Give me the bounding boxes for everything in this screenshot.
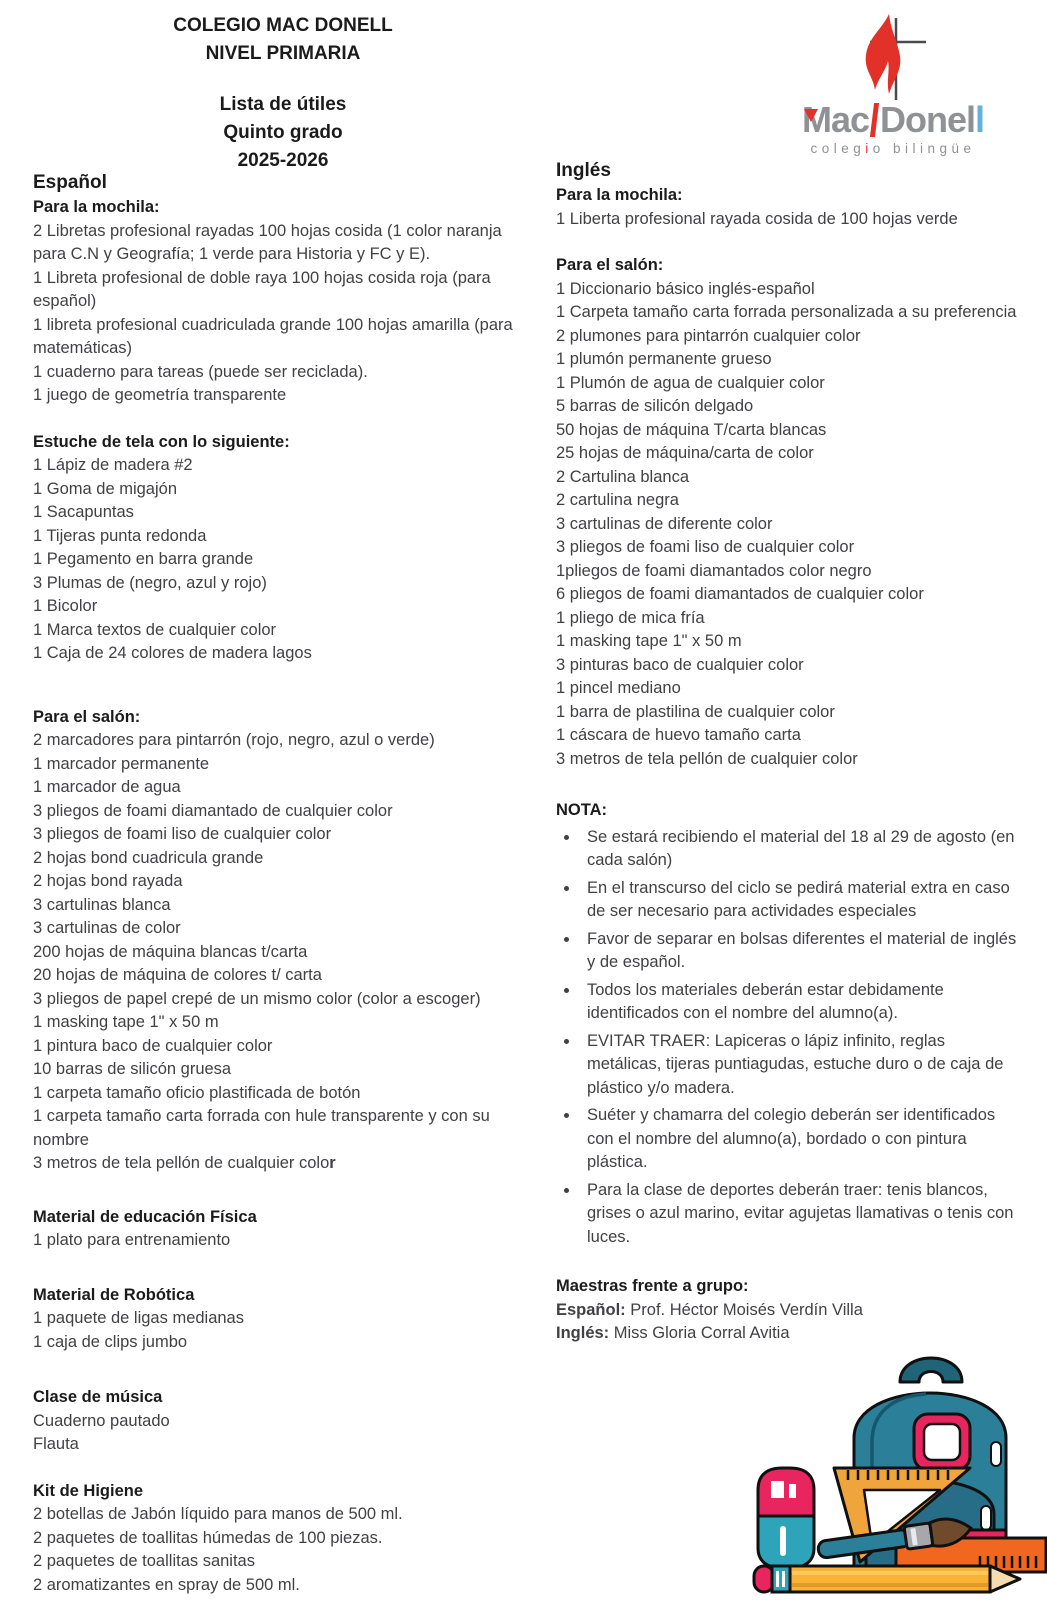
section-heading-salon-es: Para el salón: xyxy=(33,707,141,726)
list-item: 1 caja de clips jumbo xyxy=(33,1332,188,1351)
school-name: COLEGIO MAC DONELL xyxy=(173,15,393,36)
list-item: 1 carpeta tamaño carta forrada con hule transparente y con su nombre xyxy=(33,1107,490,1149)
list-item: 1 plato para entrenamiento xyxy=(33,1231,231,1249)
list-item: 1 Bicolor xyxy=(33,597,98,615)
list-item: 2 plumones para pintarrón cualquier color xyxy=(556,326,861,345)
list-item: 3 cartulinas de diferente color xyxy=(556,514,773,533)
list-item: 1 masking tape 1" x 50 m xyxy=(556,632,742,650)
list-item: 1 libreta profesional cuadriculada grande 100 hojas amarilla (para matemáticas) xyxy=(33,315,513,357)
section-heading-musica: Clase de música xyxy=(33,1388,163,1406)
section-heading-mochila-es: Para la mochila: xyxy=(33,198,160,216)
list-item: 1 pincel mediano xyxy=(556,679,681,697)
nota-bullet: • Todos los materiales deberán estar debidamente identificados con el nombre del alumno(a). xyxy=(580,979,1018,1026)
list-item: 3 cartulinas de color xyxy=(33,919,181,937)
section-heading-higiene: Kit de Higiene xyxy=(33,1481,144,1500)
cross-and-flame-icon xyxy=(788,12,998,100)
section-heading-salon-en: Para el salón: xyxy=(556,256,664,274)
list-item: 1pliegos de foami diamantados color negro xyxy=(556,561,872,580)
list-item: 5 barras de silicón delgado xyxy=(556,397,754,415)
list-item: 1 cáscara de huevo tamaño carta xyxy=(556,726,801,744)
list-item: 3 metros de tela pellón de cualquier color xyxy=(33,1154,336,1172)
list-item: 2 cartulina negra xyxy=(556,491,679,509)
doc-title: Lista de útiles xyxy=(219,94,347,115)
list-item: 3 pliegos de foami liso de cualquier color xyxy=(556,538,855,556)
list-item: 2 botellas de Jabón líquido para manos de 500 ml. xyxy=(33,1505,403,1523)
column-title-espanol: Español xyxy=(33,172,107,193)
nota-list xyxy=(556,826,1018,1250)
list-item: 50 hojas de máquina T/carta blancas xyxy=(556,420,827,439)
list-item: 1 cuaderno para tareas (puede ser reciclada). xyxy=(33,362,368,381)
column-ingles xyxy=(556,158,1018,1346)
list-item: 1 Libreta profesional de doble raya 100 hojas cosida roja (para español) xyxy=(33,268,491,310)
list-item: 1 Plumón de agua de cualquier color xyxy=(556,373,825,392)
section-heading-educacion-fisica: Material de educación Física xyxy=(33,1207,257,1226)
section-heading-nota: NOTA: xyxy=(556,801,608,819)
list-item: 3 cartulinas blanca xyxy=(33,895,171,914)
list-item: 3 pliegos de foami diamantado de cualquier color xyxy=(33,801,393,820)
list-item: Cuaderno pautado xyxy=(33,1411,170,1430)
list-item: 2 paquetes de toallitas húmedas de 100 piezas. xyxy=(33,1528,383,1547)
list-item: Flauta xyxy=(33,1435,79,1453)
doc-grade: Quinto grado xyxy=(223,122,343,143)
list-item: 1 Diccionario básico inglés-español xyxy=(556,279,815,298)
list-item: 6 pliegos de foami diamantados de cualquier color xyxy=(556,585,924,603)
list-item: 1 Pegamento en barra grande xyxy=(33,550,254,568)
section-heading-maestras: Maestras frente a grupo: xyxy=(556,1277,749,1295)
list-item: 10 barras de silicón gruesa xyxy=(33,1060,232,1078)
list-item: 3 Plumas de (negro, azul y rojo) xyxy=(33,573,267,592)
list-item: 1 plumón permanente grueso xyxy=(556,350,772,368)
section-heading-robotica: Material de Robótica xyxy=(33,1285,195,1304)
list-item: 3 metros de tela pellón de cualquier color xyxy=(556,749,858,768)
list-item: 200 hojas de máquina blancas t/carta xyxy=(33,942,308,961)
nota-bullet: • Se estará recibiendo el material del 18 al 29 de agosto (en cada salón) xyxy=(580,826,1018,873)
list-item: 3 pinturas baco de cualquier color xyxy=(556,655,804,674)
list-item: 2 aromatizantes en spray de 500 ml. xyxy=(33,1575,300,1594)
list-item: 1 Goma de migajón xyxy=(33,479,177,498)
column-title-ingles: Inglés xyxy=(556,160,611,181)
logo-wordmark: Mac Donell xyxy=(801,99,985,140)
column-espanol xyxy=(33,170,539,1597)
doc-year: 2025-2026 xyxy=(237,150,329,171)
list-item: 1 marcador permanente xyxy=(33,754,210,773)
list-item: 25 hojas de máquina/carta de color xyxy=(556,444,814,462)
list-item: 1 marcador de agua xyxy=(33,778,181,796)
nota-bullet: • Suéter y chamarra del colegio deberán ser identificados con el nombre del alumno(a), bordado o con pintura plástica. xyxy=(580,1104,1018,1175)
nota-bullet: • Favor de separar en bolsas diferentes el material de inglés y de español. xyxy=(580,928,1018,975)
list-item: 1 carpeta tamaño oficio plastificada de botón xyxy=(33,1083,361,1102)
list-item: 2 hojas bond rayada xyxy=(33,872,183,890)
logo-flame-bar xyxy=(870,103,879,137)
list-item: 1 Sacapuntas xyxy=(33,503,134,521)
list-item: 2 Cartulina blanca xyxy=(556,467,689,486)
school-logo xyxy=(788,12,998,156)
list-item: 1 paquete de ligas medianas xyxy=(33,1309,244,1327)
list-item: 3 pliegos de foami liso de cualquier color xyxy=(33,825,332,843)
nota-bullet: • En el transcurso del ciclo se pedirá material extra en caso de ser necesario para actividades especiales xyxy=(580,877,1018,924)
teacher-row: Español: Prof. Héctor Moisés Verdín Villa xyxy=(556,1300,863,1319)
list-item: 2 paquetes de toallitas sanitas xyxy=(33,1552,255,1570)
list-item: 1 barra de plastilina de cualquier color xyxy=(556,702,835,721)
list-item: 1 Tijeras punta redonda xyxy=(33,526,207,545)
list-item: 1 Caja de 24 colores de madera lagos xyxy=(33,644,312,662)
school-supplies-illustration xyxy=(748,1338,1047,1598)
list-item: 1 Lápiz de madera #2 xyxy=(33,456,193,474)
list-item: 1 Liberta profesional rayada cosida de 100 hojas verde xyxy=(556,209,958,228)
nota-bullet: • Para la clase de deportes deberán traer: tenis blancos, grises o azul marino, evitar agujetas llamativas o tenis con luces. xyxy=(580,1179,1018,1250)
list-item: 2 marcadores para pintarrón (rojo, negro, azul o verde) xyxy=(33,731,435,749)
list-item: 1 Carpeta tamaño carta forrada personalizada a su preferencia xyxy=(556,303,1017,321)
list-item: 2 hojas bond cuadricula grande xyxy=(33,848,264,867)
list-item: 1 pliego de mica fría xyxy=(556,608,705,627)
document-header xyxy=(0,12,566,175)
teacher-row: Inglés: Miss Gloria Corral Avitia xyxy=(556,1324,790,1342)
list-item: 1 Marca textos de cualquier color xyxy=(33,620,277,639)
logo-m-notch xyxy=(804,109,818,122)
section-heading-mochila-en: Para la mochila: xyxy=(556,186,683,204)
list-item: 1 pintura baco de cualquier color xyxy=(33,1036,273,1055)
section-heading-estuche: Estuche de tela con lo siguiente: xyxy=(33,432,290,451)
school-level: NIVEL PRIMARIA xyxy=(205,43,361,64)
list-item: 1 juego de geometría transparente xyxy=(33,386,287,404)
list-item: 2 Libretas profesional rayadas 100 hojas cosida (1 color naranja para C.N y Geografía; 1 verde para Historia y FC y E). xyxy=(33,221,502,263)
list-item: 3 pliegos de papel crepé de un mismo color (color a escoger) xyxy=(33,989,481,1008)
list-item: 20 hojas de máquina de colores t/ carta xyxy=(33,966,322,984)
nota-bullet: • EVITAR TRAER: Lapiceras o lápiz infinito, reglas metálicas, tijeras puntiagudas, estuche duro o de caja de plástico y/o madera. xyxy=(580,1030,1018,1101)
list-item: 1 masking tape 1" x 50 m xyxy=(33,1013,219,1031)
logo-tagline: colegio bilingüe xyxy=(810,141,976,156)
